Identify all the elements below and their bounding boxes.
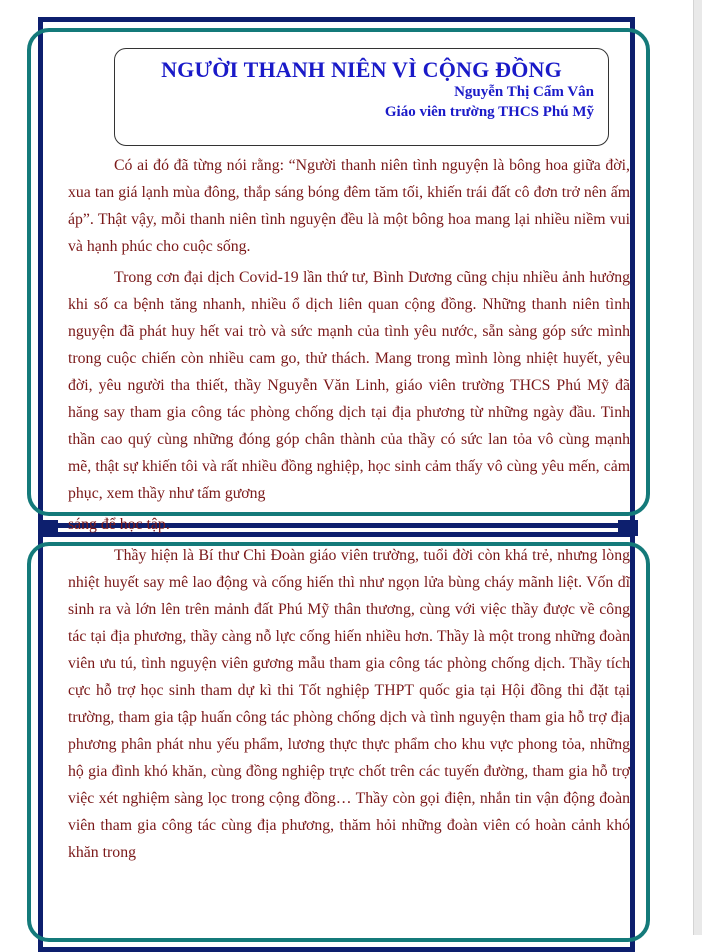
paragraph-1: Có ai đó đã từng nói rằng: “Người thanh niên tình nguyện là bông hoa giữa đời, xua tan giá lạnh mùa đông, thắp sáng bóng đêm tăm tối, khiến trái đất cô đơn trở nên ấm áp”. Thật vậy, mỗi thanh niên tình nguyện đều là một bông hoa mang lại nhiều niềm vui và hạnh phúc cho cuộc sống. — [68, 157, 630, 255]
title-box — [114, 48, 609, 146]
frame-connector-left — [38, 520, 58, 536]
article-title: NGƯỜI THANH NIÊN VÌ CỘNG ĐỒNG — [161, 57, 562, 82]
paragraph-2: Trong cơn đại dịch Covid-19 lần thứ tư, Bình Dương cũng chịu nhiều ảnh hưởng khi số ca bệnh tăng nhanh, nhiều ổ dịch liên quan cộng đồng. Những thanh niên tình nguyện đã phát huy hết vai trò và sức mạnh của tình yêu nước, sẵn sàng góp sức mình trong cuộc chiến còn nhiều cam go, thử thách. Mang trong mình lòng nhiệt huyết, yêu đời, yêu người tha thiết, thầy Nguyễn Văn Linh, giáo viên trường THCS Phú Mỹ đã hăng say tham gia công tác phòng chống dịch tại địa phương từ những ngày đầu. Tinh thần cao quý cùng những đóng góp chân thành của thầy có sức lan tỏa vô cùng mạnh mẽ, thật sự khiến tôi và rất nhiều đồng nghiệp, học sinh cảm thấy vô cùng yêu mến, cảm phục, xem thầy như tấm gương — [68, 269, 630, 502]
article-author: Nguyễn Thị Cẩm Vân — [454, 84, 594, 100]
paragraph-2-overflow-line: sáng để học tập. — [68, 516, 170, 533]
scrollbar-track[interactable] — [693, 0, 702, 935]
frame-connector-right — [618, 520, 638, 536]
paragraph-3: Thầy hiện là Bí thư Chi Đoàn giáo viên trường, tuổi đời còn khá trẻ, nhưng lòng nhiệt huyết say mê lao động và cống hiến thì như ngọn lửa bùng cháy mãnh liệt. Vốn dĩ sinh ra và lớn lên trên mảnh đất Phú Mỹ thân thương, cùng với việc thầy được về công tác tại địa phương, thầy càng nỗ lực cống hiến nhiều hơn. Thầy là một trong những đoàn viên ưu tú, tình nguyện viên gương mẫu tham gia công tác phòng chống dịch. Thầy tích cực hỗ trợ học sinh tham dự kì thi Tốt nghiệp THPT quốc gia tại Hội đồng thi đặt tại trường, tham gia tập huấn công tác phòng chống dịch và tình nguyện tham gia hỗ trợ địa phương phân phát nhu yếu phẩm, lương thực thực phẩm cho khu vực phong tỏa, những hộ gia đình khó khăn, cùng đồng nghiệp trực chốt trên các tuyến đường, tham gia hỗ trợ việc xét nghiệm sàng lọc trong cộng đồng… Thầy còn gọi điện, nhắn tin vận động đoàn viên tham gia công tác cùng địa phương, thăm hỏi những đoàn viên có hoàn cảnh khó khăn trong — [68, 547, 630, 861]
article-author-role: Giáo viên trường THCS Phú Mỹ — [384, 104, 594, 120]
